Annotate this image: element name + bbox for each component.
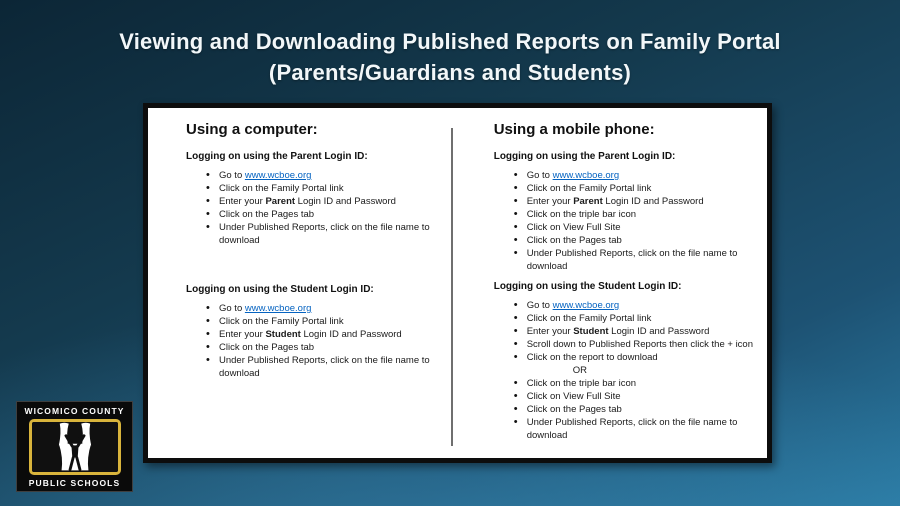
- list-item: [219, 315, 442, 328]
- list-item: [527, 195, 753, 208]
- logo-top-text: WICOMICO COUNTY: [24, 406, 125, 416]
- district-logo: [16, 401, 133, 492]
- emphasis-text: Student: [573, 326, 609, 337]
- item-text: Click on the triple bar icon: [526, 378, 637, 389]
- list-item: [527, 377, 753, 390]
- column-heading-computer: Using a computer:: [186, 121, 318, 138]
- column-computer: [148, 108, 456, 458]
- bullet-list: [186, 302, 442, 380]
- list-item: [219, 221, 442, 247]
- list-item: [219, 195, 442, 208]
- item-text: Click on the Family Portal link: [219, 183, 344, 194]
- column-mobile: [456, 108, 767, 458]
- or-separator: [527, 364, 753, 377]
- emphasis-text: Student: [265, 329, 301, 340]
- slide-title-line2: (Parents/Guardians and Students): [268, 60, 632, 85]
- wcboe-link[interactable]: www.wcboe.org: [244, 303, 312, 314]
- section-subheading: Logging on using the Student Login ID:: [186, 284, 374, 295]
- item-text: Login ID and Password: [295, 196, 396, 207]
- list-item: [527, 403, 753, 416]
- list-item: [219, 341, 442, 354]
- item-text: Under Published Reports, click on the file name to download: [526, 417, 738, 441]
- item-text: Under Published Reports, click on the file name to download: [219, 355, 430, 379]
- item-text: Enter your: [526, 326, 574, 337]
- instruction-section: [494, 150, 753, 273]
- list-item: [527, 208, 753, 221]
- list-item: [527, 325, 753, 338]
- list-item: [527, 351, 753, 364]
- item-text: Click on View Full Site: [526, 222, 621, 233]
- section-subheading: Logging on using the Parent Login ID:: [493, 151, 676, 162]
- list-item: [527, 247, 753, 273]
- item-text: Login ID and Password: [300, 329, 402, 340]
- list-item: [527, 169, 753, 182]
- slide-title-line1: Viewing and Downloading Published Reports on Family Portal: [119, 29, 781, 54]
- item-text: Login ID and Password: [602, 196, 704, 207]
- item-text: Under Published Reports, click on the file name to download: [219, 222, 430, 246]
- list-item: [527, 182, 753, 195]
- emphasis-text: Parent: [265, 196, 296, 207]
- item-text: Click on View Full Site: [526, 391, 621, 402]
- list-item: [527, 221, 753, 234]
- item-text: Go to: [219, 303, 245, 314]
- item-text: Click on the Family Portal link: [219, 316, 344, 327]
- list-item: [527, 338, 753, 351]
- logo-bottom-text: PUBLIC SCHOOLS: [28, 478, 121, 488]
- section-subheading: Logging on using the Parent Login ID:: [186, 151, 368, 162]
- item-text: Go to: [526, 170, 553, 181]
- content-columns: [148, 108, 767, 458]
- list-item: [219, 354, 442, 380]
- item-text: Click on the Pages tab: [219, 209, 315, 220]
- slide-title: [0, 26, 900, 88]
- item-text: OR: [572, 365, 587, 376]
- item-text: Click on the Family Portal link: [526, 183, 652, 194]
- item-text: Enter your: [219, 329, 266, 340]
- column-divider: [451, 128, 453, 446]
- list-item: [219, 328, 442, 341]
- item-text: Login ID and Password: [608, 326, 710, 337]
- list-item: [219, 169, 442, 182]
- content-panel: [143, 103, 772, 463]
- school-emblem-icon: [29, 419, 121, 475]
- bullet-list: [186, 169, 442, 247]
- bullet-list: [494, 169, 753, 273]
- list-item: [527, 234, 753, 247]
- list-item: [527, 390, 753, 403]
- bullet-list: [494, 299, 753, 442]
- item-text: Go to: [526, 300, 553, 311]
- list-item: [527, 299, 753, 312]
- wcboe-link[interactable]: www.wcboe.org: [244, 170, 312, 181]
- item-text: Enter your: [526, 196, 574, 207]
- section-subheading: Logging on using the Student Login ID:: [493, 281, 682, 292]
- item-text: Click on the Pages tab: [526, 235, 622, 246]
- list-item: [219, 182, 442, 195]
- item-text: Go to: [219, 170, 245, 181]
- list-item: [527, 416, 753, 442]
- item-text: Scroll down to Published Reports then click the + icon: [526, 339, 753, 350]
- item-text: Click on the triple bar icon: [526, 209, 637, 220]
- list-item: [219, 302, 442, 315]
- item-text: Click on the Pages tab: [219, 342, 315, 353]
- instruction-section: [494, 280, 753, 442]
- wcboe-link[interactable]: www.wcboe.org: [552, 170, 620, 181]
- column-heading-mobile: Using a mobile phone:: [493, 121, 655, 138]
- emphasis-text: Parent: [573, 196, 603, 207]
- item-text: Click on the Pages tab: [526, 404, 622, 415]
- instruction-section: [186, 150, 442, 247]
- item-text: Click on the Family Portal link: [526, 313, 652, 324]
- list-item: [527, 312, 753, 325]
- instruction-section: [186, 283, 442, 380]
- item-text: Enter your: [219, 196, 266, 207]
- item-text: Click on the report to download: [526, 352, 658, 363]
- wcboe-link[interactable]: www.wcboe.org: [552, 300, 620, 311]
- list-item: [219, 208, 442, 221]
- item-text: Under Published Reports, click on the file name to download: [526, 248, 738, 272]
